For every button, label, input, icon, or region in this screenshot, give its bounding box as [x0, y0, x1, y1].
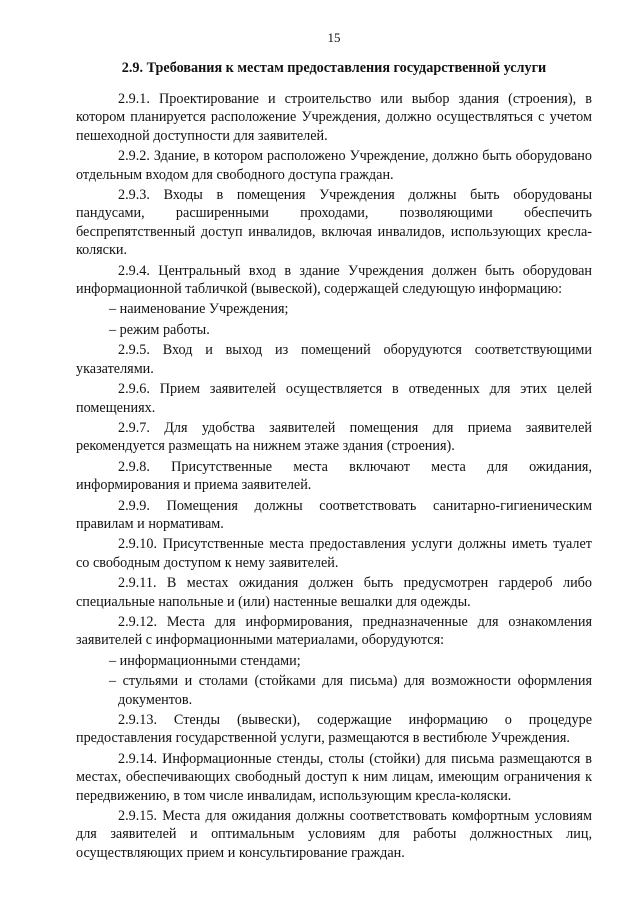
- paragraph: 2.9.8. Присутственные места включают места для ожидания, информирования и приема заявителей.: [76, 458, 592, 494]
- paragraph: 2.9.1. Проектирование и строительство или выбор здания (строения), в котором планируется расположение Учреждения, должно осуществляться с учетом пешеходной доступности для заявителей.: [76, 91, 592, 144]
- list-item: – режим работы.: [109, 321, 210, 338]
- paragraph: 2.9.2. Здание, в котором расположено Учреждение, должно быть оборудовано отдельным входом для свободного доступа граждан.: [76, 148, 592, 183]
- paragraph: 2.9.13. Стенды (вывески), содержащие информацию о процедуре предоставления государственной услуги, размещаются в вестибюле Учреждения.: [76, 712, 592, 747]
- paragraph: 2.9.6. Прием заявителей осуществляется в отведенных для этих целей помещениях.: [76, 381, 592, 416]
- section-heading: 2.9. Требования к местам предоставления государственной услуги: [121, 60, 547, 76]
- paragraph: 2.9.11. В местах ожидания должен быть предусмотрен гардероб либо специальные напольные и (или) настенные вешалки для одежды.: [76, 575, 592, 610]
- paragraph: 2.9.4. Центральный вход в здание Учреждения должен быть оборудован информационной табличкой (вывеской), содержащей следующую информацию:: [76, 262, 592, 298]
- paragraph: 2.9.5. Вход и выход из помещений оборудуются соответствующими указателями.: [76, 342, 592, 377]
- paragraph: 2.9.3. Входы в помещения Учреждения должны быть оборудованы пандусами, расширенными проходами, позволяющими обеспечить беспрепятственный доступ инвалидов, включая инвалидов, использующих кресла-коляски.: [76, 187, 592, 259]
- list-item: – стульями и столами (стойками для письма) для возможности оформления документов.: [109, 673, 592, 708]
- paragraph: 2.9.15. Места для ожидания должны соответствовать комфортным условиям для заявителей и оптимальным условиям для работы должностных лиц, осуществляющих прием и консультирование граждан.: [76, 808, 592, 861]
- paragraph: 2.9.14. Информационные стенды, столы (стойки) для письма размещаются в местах, обеспечивающих свободный доступ к ним лицам, имеющим ограничения к передвижению, в том числе инвалидам, использующим кресла-коляски.: [76, 750, 592, 804]
- paragraph: 2.9.9. Помещения должны соответствовать санитарно-гигиеническим правилам и нормативам.: [76, 497, 592, 532]
- paragraph: 2.9.10. Присутственные места предоставления услуги должны иметь туалет со свободным доступом к нему заявителей.: [76, 536, 592, 571]
- list-item: – информационными стендами;: [109, 652, 301, 669]
- page-number: 15: [327, 30, 341, 45]
- paragraph: 2.9.12. Места для информирования, предназначенные для ознакомления заявителей с информационными материалами, оборудуются:: [76, 613, 592, 649]
- list-item: – наименование Учреждения;: [109, 301, 289, 318]
- document-page: [76, 30, 592, 862]
- paragraph: 2.9.7. Для удобства заявителей помещения для приема заявителей рекомендуется размещать на нижнем этаже здания (строения).: [76, 419, 592, 455]
